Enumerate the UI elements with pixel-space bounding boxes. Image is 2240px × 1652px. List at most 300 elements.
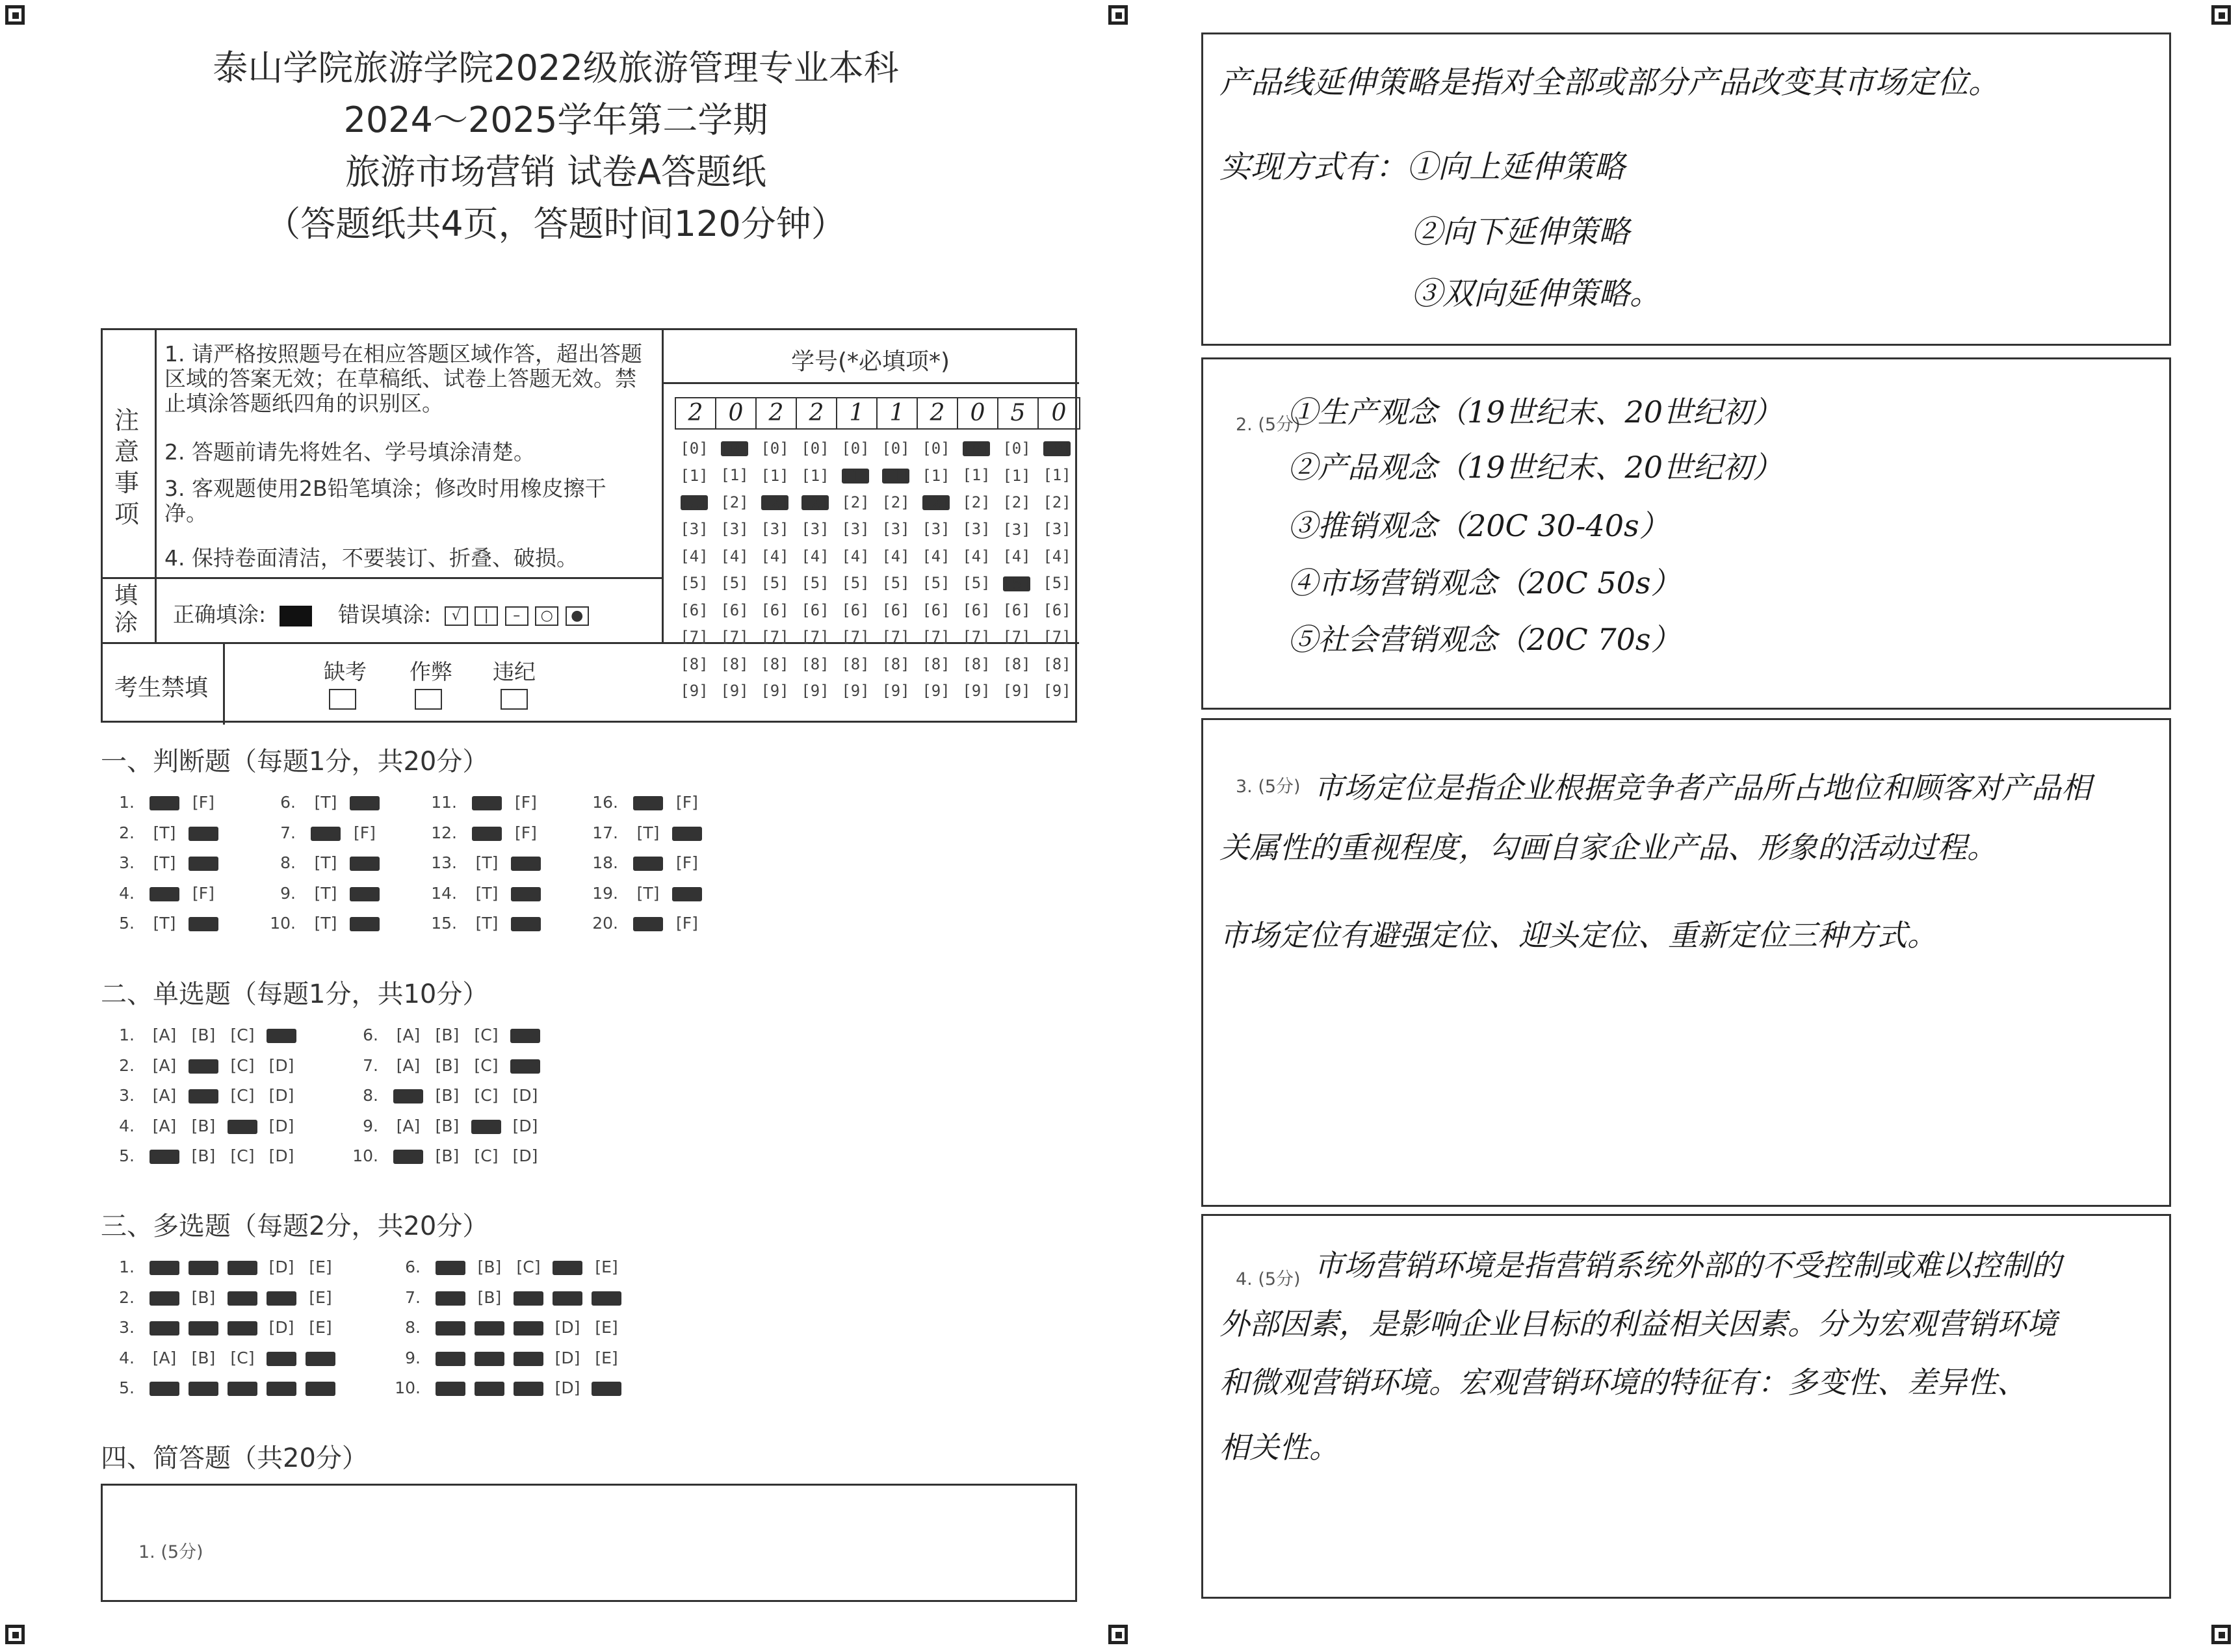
- option-bubble-filled[interactable]: [436, 1291, 465, 1306]
- id-bubble[interactable]: [9]: [720, 682, 749, 700]
- option-bubble[interactable]: [C]: [230, 1348, 255, 1367]
- id-bubble[interactable]: [7]: [962, 628, 991, 646]
- id-bubble[interactable]: [3]: [1002, 520, 1031, 539]
- option-bubble-filled[interactable]: [436, 1261, 465, 1275]
- id-bubble[interactable]: [9]: [922, 682, 950, 700]
- q4-line-4: 相关性。: [1219, 1430, 1339, 1465]
- option-bubble[interactable]: [D]: [268, 1146, 294, 1165]
- option-bubble[interactable]: [F]: [354, 823, 376, 842]
- option-bubble[interactable]: [D]: [512, 1146, 538, 1165]
- option-bubble[interactable]: [C]: [230, 1055, 255, 1075]
- question-item: [430, 884, 545, 903]
- option-bubble-filled[interactable]: [514, 1321, 543, 1336]
- student-id-digit: 0: [716, 398, 757, 428]
- option-bubble-filled[interactable]: [471, 1120, 501, 1134]
- id-bubble[interactable]: [7]: [881, 628, 910, 646]
- q3-line-1: 市场定位是指企业根据竞争者产品所占地位和顾客对产品相: [1314, 770, 2091, 805]
- option-bubble[interactable]: [E]: [309, 1287, 332, 1307]
- id-bubble[interactable]: [1]: [922, 466, 950, 485]
- id-bubble[interactable]: [0]: [1043, 439, 1072, 458]
- id-bubble[interactable]: [8]: [801, 654, 829, 673]
- id-bubble[interactable]: [0]: [801, 439, 829, 458]
- id-bubble[interactable]: [1]: [1043, 466, 1071, 484]
- option-bubble-filled[interactable]: [150, 887, 179, 901]
- q2-answer-box[interactable]: [1201, 357, 2171, 710]
- id-bubble[interactable]: [7]: [841, 628, 870, 646]
- id-bubble[interactable]: [5]: [881, 574, 910, 592]
- option-bubble-filled[interactable]: [189, 1261, 218, 1275]
- option-bubble-filled[interactable]: [350, 917, 380, 931]
- id-bubble[interactable]: [5]: [720, 574, 749, 592]
- option-bubble[interactable]: [B]: [191, 1116, 216, 1135]
- id-bubble[interactable]: [2]: [681, 493, 709, 511]
- question-item: [351, 1116, 545, 1135]
- id-bubble[interactable]: [1]: [720, 466, 749, 484]
- option-bubble[interactable]: [A]: [152, 1116, 177, 1135]
- option-bubble[interactable]: [F]: [676, 914, 698, 933]
- question-item: [393, 1288, 626, 1307]
- id-bubble[interactable]: [9]: [680, 682, 709, 700]
- option-bubble[interactable]: [C]: [474, 1026, 499, 1044]
- question-number: 6.: [280, 793, 296, 812]
- option-bubble[interactable]: [C]: [474, 1146, 499, 1165]
- q3-line-2: 关属性的重视程度，勾画自家企业产品、形象的活动过程。: [1219, 830, 1997, 865]
- id-bubble[interactable]: [8]: [680, 654, 709, 673]
- id-bubble[interactable]: [6]: [841, 600, 870, 619]
- id-bubble[interactable]: [9]: [801, 682, 829, 700]
- id-bubble[interactable]: [9]: [841, 682, 870, 700]
- id-bubble[interactable]: [3]: [1043, 520, 1071, 538]
- q4-answer-box[interactable]: [1201, 1214, 2171, 1599]
- option-bubble[interactable]: [B]: [191, 1287, 216, 1307]
- option-bubble[interactable]: [B]: [435, 1055, 460, 1075]
- q3-answer-box[interactable]: [1201, 718, 2171, 1207]
- id-bubble[interactable]: [4]: [1002, 547, 1031, 565]
- id-bubble[interactable]: [6]: [922, 600, 950, 619]
- wrong-fill-label: 错误填涂:: [338, 602, 432, 627]
- question-item: [591, 884, 707, 903]
- option-bubble-filled[interactable]: [228, 1261, 257, 1275]
- q4-line-3: 和微观营销环境。宏观营销环境的特征有：多变性、差异性、: [1219, 1365, 2027, 1400]
- id-bubble[interactable]: [2]: [962, 493, 991, 511]
- option-bubble[interactable]: [A]: [152, 1055, 177, 1075]
- id-bubble[interactable]: [3]: [801, 520, 829, 538]
- option-bubble-filled[interactable]: [267, 1382, 296, 1396]
- id-bubble[interactable]: [5]: [841, 574, 870, 592]
- option-bubble-filled[interactable]: [306, 1352, 335, 1366]
- id-bubble[interactable]: [3]: [881, 520, 910, 538]
- id-bubble[interactable]: [5]: [761, 574, 789, 592]
- question-number: 1.: [119, 1026, 135, 1044]
- option-bubble[interactable]: [D]: [268, 1258, 294, 1276]
- id-bubble[interactable]: [0]: [963, 439, 991, 458]
- id-bubble[interactable]: [7]: [761, 628, 789, 646]
- option-bubble-filled[interactable]: [306, 1382, 335, 1396]
- option-bubble[interactable]: [F]: [515, 793, 537, 812]
- question-item: [107, 1378, 340, 1397]
- option-bubble[interactable]: [A]: [396, 1026, 421, 1044]
- student-id-digit: 0: [1051, 400, 1067, 426]
- option-bubble-filled[interactable]: [311, 827, 341, 841]
- id-bubble[interactable]: [3]: [922, 520, 950, 538]
- option-bubble-filled[interactable]: [510, 1029, 540, 1043]
- id-bubble[interactable]: [6]: [761, 600, 789, 619]
- id-bubble[interactable]: [5]: [680, 574, 709, 592]
- id-bubble[interactable]: [6]: [962, 600, 991, 619]
- id-grid-column: [916, 435, 956, 705]
- question-item: [351, 1146, 545, 1165]
- option-bubble-filled[interactable]: [592, 1382, 621, 1396]
- option-bubble[interactable]: [B]: [191, 1146, 216, 1165]
- id-bubble[interactable]: [8]: [1002, 654, 1031, 673]
- id-bubble[interactable]: [1]: [801, 466, 829, 485]
- absent-label: 缺考: [324, 659, 367, 684]
- option-bubble-filled[interactable]: [189, 1089, 218, 1103]
- id-bubble[interactable]: [4]: [881, 547, 910, 565]
- wrong-mark-dash: –: [505, 606, 528, 626]
- option-bubble-filled[interactable]: [633, 857, 663, 871]
- option-bubble-filled[interactable]: [189, 917, 218, 931]
- id-bubble[interactable]: [8]: [761, 654, 789, 673]
- option-bubble[interactable]: [C]: [230, 1086, 255, 1105]
- option-bubble[interactable]: [D]: [512, 1086, 538, 1105]
- id-bubble[interactable]: [2]: [720, 493, 749, 511]
- option-bubble[interactable]: [F]: [676, 793, 698, 812]
- option-bubble[interactable]: [C]: [474, 1055, 499, 1075]
- id-bubble[interactable]: [7]: [1043, 628, 1071, 646]
- option-bubble-filled[interactable]: [189, 1382, 218, 1396]
- absent-checkbox[interactable]: [329, 689, 356, 710]
- section3-title: 三、多选题（每题2分，共20分）: [101, 1211, 489, 1241]
- option-bubble[interactable]: [E]: [595, 1318, 618, 1337]
- option-bubble[interactable]: [T]: [314, 883, 337, 903]
- option-bubble[interactable]: [D]: [268, 1055, 294, 1075]
- option-bubble[interactable]: [A]: [152, 1026, 177, 1044]
- id-bubble[interactable]: [7]: [922, 628, 950, 646]
- id-bubble[interactable]: [2]: [761, 493, 790, 511]
- header-instructions: （答题纸共4页，答题时间120分钟）: [265, 203, 846, 244]
- option-bubble-filled[interactable]: [514, 1352, 543, 1366]
- option-bubble[interactable]: [C]: [474, 1086, 499, 1105]
- option-bubble-filled[interactable]: [189, 827, 218, 841]
- option-bubble-filled[interactable]: [553, 1291, 582, 1306]
- id-bubble[interactable]: [3]: [680, 520, 709, 538]
- id-bubble[interactable]: [2]: [1002, 493, 1031, 511]
- id-bubble[interactable]: [9]: [761, 682, 789, 700]
- id-bubble[interactable]: [7]: [680, 628, 709, 646]
- option-bubble-filled[interactable]: [350, 887, 380, 901]
- id-bubble[interactable]: [5]: [1003, 574, 1032, 593]
- option-bubble-filled[interactable]: [514, 1382, 543, 1396]
- option-bubble-filled[interactable]: [267, 1291, 296, 1306]
- question-number: 12.: [431, 823, 457, 842]
- option-bubble[interactable]: [E]: [595, 1348, 618, 1367]
- option-bubble-filled[interactable]: [267, 1352, 296, 1366]
- id-bubble[interactable]: [8]: [962, 654, 991, 673]
- id-bubble[interactable]: [6]: [720, 600, 749, 619]
- question-number: 2.: [119, 823, 135, 842]
- option-bubble[interactable]: [E]: [309, 1258, 332, 1276]
- option-bubble[interactable]: [B]: [435, 1086, 460, 1105]
- id-bubble[interactable]: [0]: [721, 439, 749, 458]
- option-bubble[interactable]: [D]: [512, 1116, 538, 1135]
- question-item: [268, 853, 384, 872]
- option-bubble[interactable]: [A]: [152, 1086, 177, 1105]
- q1-continued-box[interactable]: [1201, 32, 2171, 346]
- question-number: 7.: [363, 1055, 378, 1075]
- id-bubble[interactable]: [5]: [962, 574, 991, 592]
- question-number: 8.: [280, 853, 296, 872]
- option-bubble[interactable]: [T]: [475, 914, 499, 933]
- option-bubble[interactable]: [D]: [554, 1318, 580, 1337]
- option-bubble[interactable]: [D]: [554, 1348, 580, 1367]
- option-bubble-filled[interactable]: [553, 1261, 582, 1275]
- id-bubble[interactable]: [2]: [1043, 493, 1071, 511]
- id-bubble[interactable]: [1]: [1002, 466, 1031, 485]
- option-bubble-filled[interactable]: [150, 1382, 179, 1396]
- q1-line-1: 产品线延伸策略是指对全部或部分产品改变其市场定位。: [1219, 64, 2000, 101]
- option-bubble[interactable]: [T]: [475, 883, 499, 903]
- question-number: 17.: [592, 823, 618, 842]
- id-bubble[interactable]: [4]: [922, 547, 950, 565]
- option-bubble[interactable]: [B]: [191, 1348, 216, 1367]
- notice-item-1: 1. 请严格按照题号在相应答题区域作答，超出答题区域的答案无效；在草稿纸、试卷上答题无效。禁止填涂答题纸四角的识别区。: [164, 341, 642, 416]
- id-bubble[interactable]: [7]: [720, 628, 749, 646]
- option-bubble-filled[interactable]: [511, 917, 541, 931]
- option-bubble[interactable]: [F]: [192, 793, 215, 812]
- section4-title: 四、简答题（共20分）: [101, 1443, 368, 1473]
- id-bubble[interactable]: [6]: [881, 600, 910, 619]
- id-bubble[interactable]: [8]: [881, 654, 910, 673]
- id-bubble[interactable]: [0]: [922, 439, 950, 458]
- option-bubble[interactable]: [B]: [435, 1116, 460, 1135]
- question-item: [107, 1086, 301, 1105]
- q1-answer-box[interactable]: [101, 1484, 1077, 1602]
- question-item: [393, 1378, 626, 1397]
- option-bubble-filled[interactable]: [511, 857, 541, 871]
- option-bubble-filled[interactable]: [150, 1261, 179, 1275]
- option-bubble[interactable]: [C]: [230, 1026, 255, 1044]
- id-bubble[interactable]: [4]: [962, 547, 991, 565]
- correct-fill-sample: [280, 606, 312, 626]
- option-bubble[interactable]: [C]: [230, 1146, 255, 1165]
- question-item: [430, 823, 545, 842]
- violation-checkbox[interactable]: [501, 689, 528, 710]
- option-bubble[interactable]: [C]: [516, 1258, 541, 1276]
- q2-line-1: ①生产观念（19世纪末、20世纪初）: [1288, 394, 1783, 430]
- id-bubble[interactable]: [2]: [881, 493, 910, 511]
- option-bubble-filled[interactable]: [150, 1150, 179, 1164]
- option-bubble-filled[interactable]: [475, 1321, 504, 1336]
- id-bubble[interactable]: [3]: [962, 520, 991, 538]
- id-bubble[interactable]: [4]: [761, 547, 789, 565]
- option-bubble[interactable]: [B]: [435, 1146, 460, 1165]
- option-bubble-filled[interactable]: [436, 1352, 465, 1366]
- id-bubble[interactable]: [1]: [842, 466, 870, 485]
- id-bubble[interactable]: [8]: [720, 654, 749, 673]
- option-bubble-filled[interactable]: [189, 1059, 218, 1074]
- option-bubble-filled[interactable]: [350, 796, 380, 810]
- id-bubble[interactable]: [0]: [881, 439, 910, 458]
- notice-label: 注意事项: [114, 406, 140, 528]
- id-bubble[interactable]: [1]: [882, 466, 911, 485]
- question-number: 4.: [119, 1116, 135, 1135]
- option-bubble[interactable]: [A]: [152, 1348, 177, 1367]
- option-bubble[interactable]: [T]: [475, 853, 499, 872]
- id-bubble[interactable]: [6]: [1043, 600, 1071, 619]
- option-bubble[interactable]: [E]: [309, 1318, 332, 1337]
- id-grid-column: [674, 435, 714, 705]
- id-bubble[interactable]: [4]: [801, 547, 829, 565]
- option-bubble-filled[interactable]: [393, 1150, 423, 1164]
- q2-label: 2. (5分): [1236, 415, 1301, 435]
- cheating-checkbox[interactable]: [415, 689, 442, 710]
- id-bubble[interactable]: [5]: [801, 574, 829, 592]
- option-bubble[interactable]: [D]: [554, 1378, 580, 1397]
- option-bubble[interactable]: [F]: [676, 853, 698, 872]
- option-bubble-filled[interactable]: [267, 1029, 296, 1043]
- q4-line-2: 外部因素，是影响企业目标的利益相关因素。分为宏观营销环境: [1219, 1306, 2057, 1341]
- question-item: [107, 1349, 340, 1367]
- id-bubble[interactable]: [4]: [680, 547, 709, 565]
- question-item: [107, 1288, 340, 1307]
- question-item: [393, 1349, 626, 1367]
- question-item: [107, 793, 223, 812]
- id-bubble[interactable]: [3]: [841, 520, 870, 538]
- option-bubble-filled[interactable]: [228, 1321, 257, 1336]
- question-item: [107, 884, 223, 903]
- question-item: [591, 823, 707, 842]
- option-bubble[interactable]: [T]: [153, 823, 176, 842]
- q1-line-2: 实现方式有：①向上延伸策略: [1219, 149, 1626, 185]
- question-number: 8.: [363, 1086, 378, 1105]
- header-exam: 旅游市场营销 试卷A答题纸: [345, 151, 767, 192]
- option-bubble[interactable]: [A]: [396, 1116, 421, 1135]
- id-bubble[interactable]: [2]: [841, 493, 870, 511]
- option-bubble-filled[interactable]: [436, 1321, 465, 1336]
- corner-marker-top-right: [2211, 5, 2231, 25]
- option-bubble-filled[interactable]: [633, 796, 663, 810]
- option-bubble-filled[interactable]: [228, 1291, 257, 1306]
- option-bubble-filled[interactable]: [189, 1321, 218, 1336]
- id-bubble[interactable]: [8]: [841, 654, 870, 673]
- id-bubble[interactable]: [4]: [841, 547, 870, 565]
- option-bubble[interactable]: [B]: [435, 1026, 460, 1044]
- id-grid-column: [876, 435, 916, 705]
- option-bubble-filled[interactable]: [150, 1321, 179, 1336]
- q3-line-3: 市场定位有避强定位、迎头定位、重新定位三种方式。: [1219, 918, 1937, 953]
- id-bubble[interactable]: [0]: [680, 439, 709, 458]
- id-bubble[interactable]: [9]: [1043, 682, 1071, 700]
- option-bubble[interactable]: [T]: [636, 823, 660, 842]
- option-bubble-filled[interactable]: [228, 1382, 257, 1396]
- option-bubble-filled[interactable]: [393, 1089, 423, 1103]
- id-bubble[interactable]: [6]: [1002, 600, 1031, 619]
- id-bubble[interactable]: [9]: [881, 682, 910, 700]
- option-bubble-filled[interactable]: [672, 887, 702, 901]
- id-bubble[interactable]: [1]: [680, 466, 709, 485]
- option-bubble-filled[interactable]: [511, 887, 541, 901]
- id-bubble[interactable]: [2]: [922, 493, 951, 511]
- option-bubble[interactable]: [F]: [515, 823, 537, 842]
- option-bubble[interactable]: [B]: [191, 1026, 216, 1044]
- id-bubble[interactable]: [3]: [720, 520, 749, 538]
- option-bubble-filled[interactable]: [475, 1382, 504, 1396]
- question-number: 6.: [405, 1258, 421, 1276]
- id-bubble[interactable]: [8]: [922, 654, 950, 673]
- option-bubble[interactable]: [E]: [595, 1258, 618, 1276]
- q1-label: 1. (5分): [138, 1542, 203, 1562]
- option-bubble-filled[interactable]: [592, 1291, 621, 1306]
- option-bubble[interactable]: [T]: [636, 883, 660, 903]
- question-item: [591, 793, 707, 812]
- option-bubble[interactable]: [T]: [314, 853, 337, 872]
- id-bubble[interactable]: [7]: [801, 628, 829, 646]
- question-number: 14.: [431, 883, 457, 903]
- question-number: 5.: [119, 1146, 135, 1165]
- option-bubble-filled[interactable]: [672, 827, 702, 841]
- option-bubble[interactable]: [F]: [192, 883, 215, 903]
- option-bubble-filled[interactable]: [436, 1382, 465, 1396]
- id-bubble[interactable]: [0]: [841, 439, 870, 458]
- id-bubble[interactable]: [2]: [801, 493, 830, 511]
- option-bubble[interactable]: [T]: [153, 853, 176, 872]
- option-bubble-filled[interactable]: [472, 827, 502, 841]
- option-bubble-filled[interactable]: [472, 796, 502, 810]
- id-bubble[interactable]: [6]: [801, 600, 829, 619]
- q2-line-3: ③推销观念（20C 30-40s）: [1288, 508, 1669, 543]
- id-bubble[interactable]: [0]: [761, 439, 789, 458]
- option-bubble[interactable]: [B]: [477, 1258, 502, 1276]
- id-bubble[interactable]: [3]: [761, 520, 789, 538]
- id-bubble[interactable]: [1]: [761, 466, 789, 485]
- id-bubble[interactable]: [1]: [962, 466, 991, 484]
- option-bubble[interactable]: [D]: [268, 1318, 294, 1337]
- option-bubble[interactable]: [T]: [153, 914, 176, 933]
- id-bubble[interactable]: [0]: [1002, 439, 1031, 458]
- question-number: 18.: [592, 853, 618, 872]
- cheating-label: 作弊: [410, 659, 452, 684]
- option-bubble-filled[interactable]: [633, 917, 663, 931]
- option-bubble-filled[interactable]: [150, 796, 179, 810]
- id-bubble[interactable]: [8]: [1043, 654, 1071, 673]
- forbidden-label: 考生禁填: [114, 675, 209, 701]
- id-bubble[interactable]: [4]: [1043, 547, 1071, 565]
- option-bubble-filled[interactable]: [510, 1059, 540, 1074]
- option-bubble-filled[interactable]: [189, 857, 218, 871]
- id-bubble[interactable]: [9]: [962, 682, 991, 700]
- option-bubble[interactable]: [T]: [314, 914, 337, 933]
- option-bubble[interactable]: [D]: [268, 1116, 294, 1135]
- option-bubble[interactable]: [D]: [268, 1086, 294, 1105]
- option-bubble[interactable]: [B]: [477, 1287, 502, 1307]
- option-bubble-filled[interactable]: [350, 857, 380, 871]
- option-bubble-filled[interactable]: [228, 1120, 257, 1134]
- id-bubble[interactable]: [9]: [1002, 682, 1031, 700]
- option-bubble[interactable]: [A]: [396, 1055, 421, 1075]
- id-bubble[interactable]: [7]: [1002, 628, 1031, 646]
- id-bubble[interactable]: [6]: [680, 600, 709, 619]
- id-bubble[interactable]: [4]: [720, 547, 749, 565]
- option-bubble-filled[interactable]: [514, 1291, 543, 1306]
- option-bubble-filled[interactable]: [150, 1291, 179, 1306]
- id-bubble[interactable]: [5]: [922, 574, 950, 592]
- student-id-digit: 0: [958, 398, 998, 428]
- option-bubble[interactable]: [T]: [314, 793, 337, 812]
- option-bubble-filled[interactable]: [475, 1352, 504, 1366]
- question-item: [351, 1086, 545, 1105]
- id-bubble[interactable]: [5]: [1043, 574, 1071, 592]
